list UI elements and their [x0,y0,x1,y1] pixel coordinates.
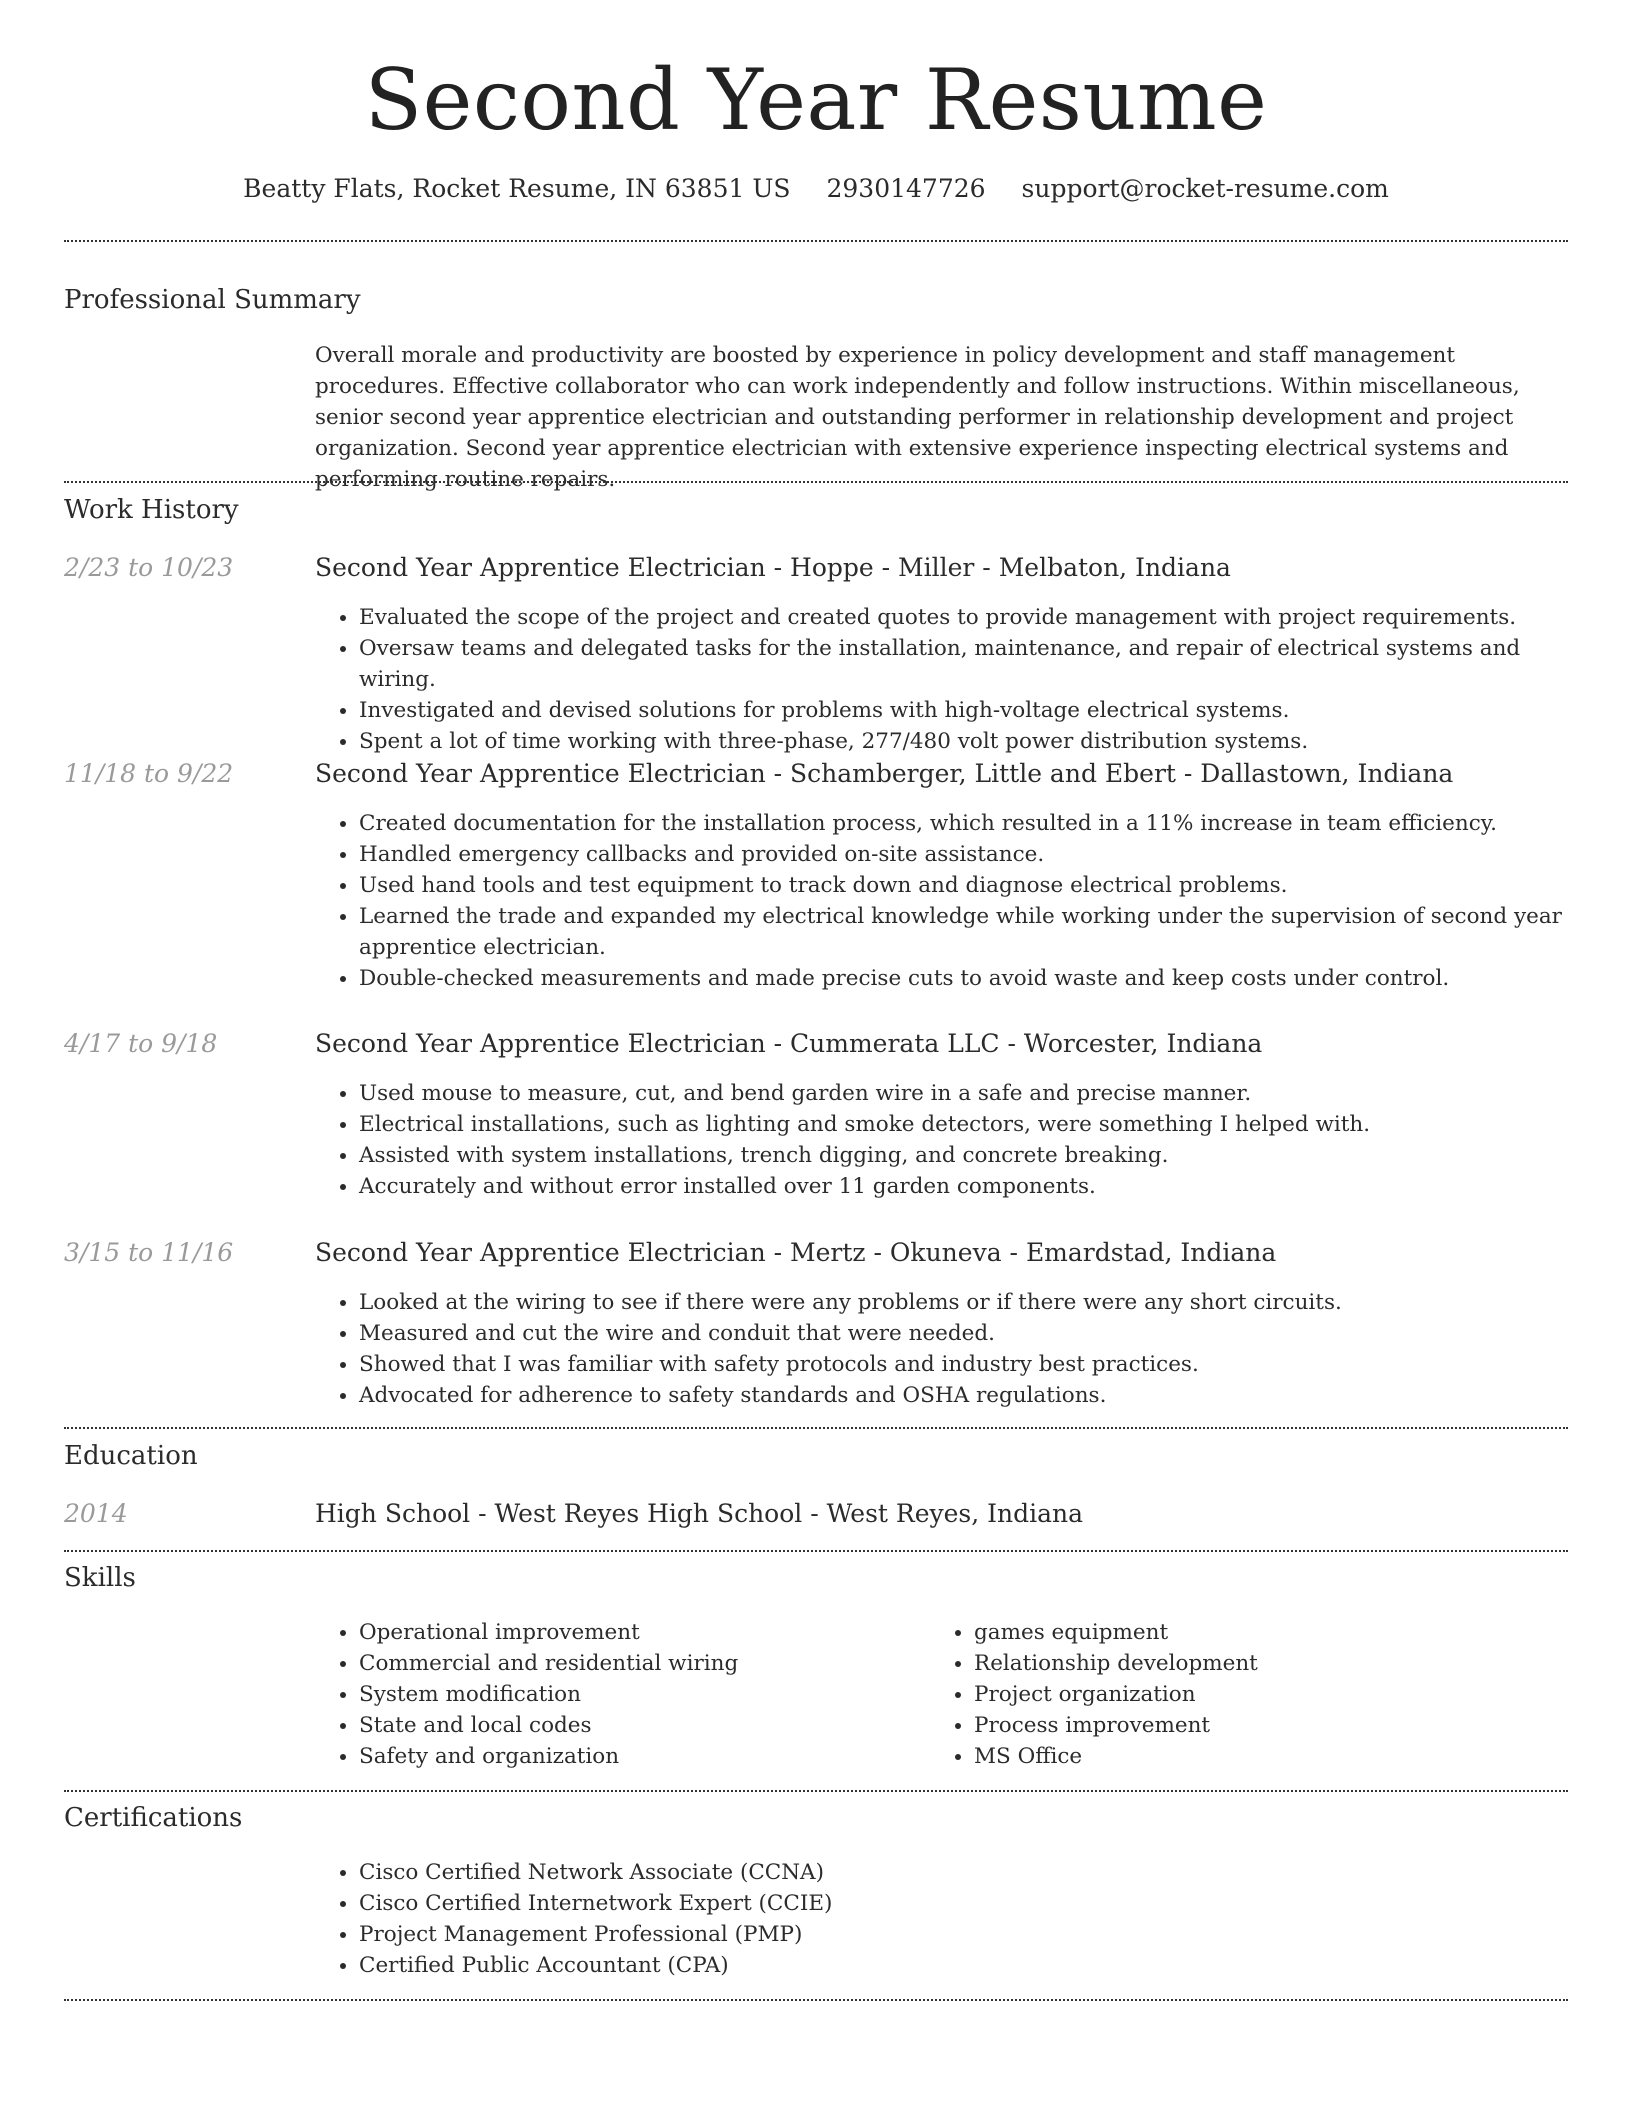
list-item: • Cisco Certified Internetwork Expert (CCIE) [359,1888,1579,1919]
section-divider [64,1550,1568,1552]
list-item: • Advocated for adherence to safety standards and OSHA regulations. [359,1380,1579,1411]
list-item: • Project Management Professional (PMP) [359,1919,1579,1950]
list-item: • Measured and cut the wire and conduit that were needed. [359,1318,1579,1349]
list-item: • Spent a lot of time working with three-phase, 277/480 volt power distribution systems. [359,726,1579,757]
list-item: • Assisted with system installations, trench digging, and concrete breaking. [359,1140,1579,1171]
skills-list-right [930,1617,1534,1772]
list-item: • Safety and organization [359,1741,919,1772]
list-item: • Oversaw teams and delegated tasks for the installation, maintenance, and repair of electrical systems and wiring. [359,633,1579,695]
section-divider [64,1999,1568,2001]
list-item: • Created documentation for the installation process, which resulted in a 11% increase in team efficiency. [359,808,1579,839]
contact-email: support@rocket-resume.com [1021,174,1389,203]
contact-line [0,172,1632,206]
work-section-title: Work History [64,495,239,525]
job-dates: 2/23 to 10/23 [64,553,234,582]
list-item: • Evaluated the scope of the project and created quotes to provide management with project requirements. [359,602,1579,633]
list-item: • MS Office [974,1741,1534,1772]
list-item: • games equipment [974,1617,1534,1648]
list-item: • State and local codes [359,1710,919,1741]
list-item: • Investigated and devised solutions for problems with high-voltage electrical systems. [359,695,1579,726]
list-item: • Used hand tools and test equipment to track down and diagnose electrical problems. [359,870,1579,901]
resume-name: Second Year Resume [364,51,1268,149]
job-dates: 3/15 to 11/16 [64,1238,234,1267]
skills-list-left [315,1617,919,1772]
list-item: • Process improvement [974,1710,1534,1741]
list-item: • Cisco Certified Network Associate (CCNA) [359,1857,1579,1888]
education-date: 2014 [64,1499,128,1528]
section-divider [64,240,1568,242]
job-bullets [315,1287,1579,1411]
summary-text: Overall morale and productivity are boosted by experience in policy development and staff management procedures. Effective collaborator who can work independently and follow instructions. Within miscellaneous, senior second year apprentice electrician and outstanding performer in relationship development and project organization. Second year apprentice electrician with extensive experience inspecting electrical systems and performing routine repairs. [315,343,1520,492]
list-item: • Used mouse to measure, cut, and bend garden wire in a safe and precise manner. [359,1078,1579,1109]
job-heading: Second Year Apprentice Electrician - Hoppe - Miller - Melbaton, Indiana [315,553,1231,582]
job-heading: Second Year Apprentice Electrician - Cummerata LLC - Worcester, Indiana [315,1029,1263,1058]
job-bullets [315,602,1579,757]
job-bullets [315,1078,1579,1202]
list-item: • System modification [359,1679,919,1710]
list-item: • Looked at the wiring to see if there were any problems or if there were any short circuits. [359,1287,1579,1318]
contact-phone: 2930147726 [826,174,986,203]
list-item: • Accurately and without error installed over 11 garden components. [359,1171,1579,1202]
summary-section-title: Professional Summary [64,285,361,315]
skills-section-title: Skills [64,1563,136,1593]
certifications-list [315,1857,1579,1981]
contact-address: Beatty Flats, Rocket Resume, IN 63851 US [243,174,791,203]
list-item: • Electrical installations, such as lighting and smoke detectors, were something I helped with. [359,1109,1579,1140]
list-item: • Double-checked measurements and made precise cuts to avoid waste and keep costs under control. [359,963,1579,994]
list-item: • Certified Public Accountant (CPA) [359,1950,1579,1981]
education-heading: High School - West Reyes High School - West Reyes, Indiana [315,1499,1084,1528]
list-item: • Showed that I was familiar with safety protocols and industry best practices. [359,1349,1579,1380]
job-dates: 4/17 to 9/18 [64,1029,218,1058]
education-section-title: Education [64,1441,198,1471]
certifications-section-title: Certifications [64,1803,243,1833]
list-item: • Handled emergency callbacks and provided on-site assistance. [359,839,1579,870]
job-dates: 11/18 to 9/22 [64,759,234,788]
list-item: • Project organization [974,1679,1534,1710]
list-item: • Operational improvement [359,1617,919,1648]
section-divider [64,1427,1568,1429]
section-divider [64,481,1568,483]
job-bullets [315,808,1579,994]
list-item: • Learned the trade and expanded my electrical knowledge while working under the supervision of second year apprentice electrician. [359,901,1579,963]
job-heading: Second Year Apprentice Electrician - Mertz - Okuneva - Emardstad, Indiana [315,1238,1277,1267]
job-heading: Second Year Apprentice Electrician - Schamberger, Little and Ebert - Dallastown, Indiana [315,759,1454,788]
list-item: • Commercial and residential wiring [359,1648,919,1679]
list-item: • Relationship development [974,1648,1534,1679]
section-divider [64,1790,1568,1792]
